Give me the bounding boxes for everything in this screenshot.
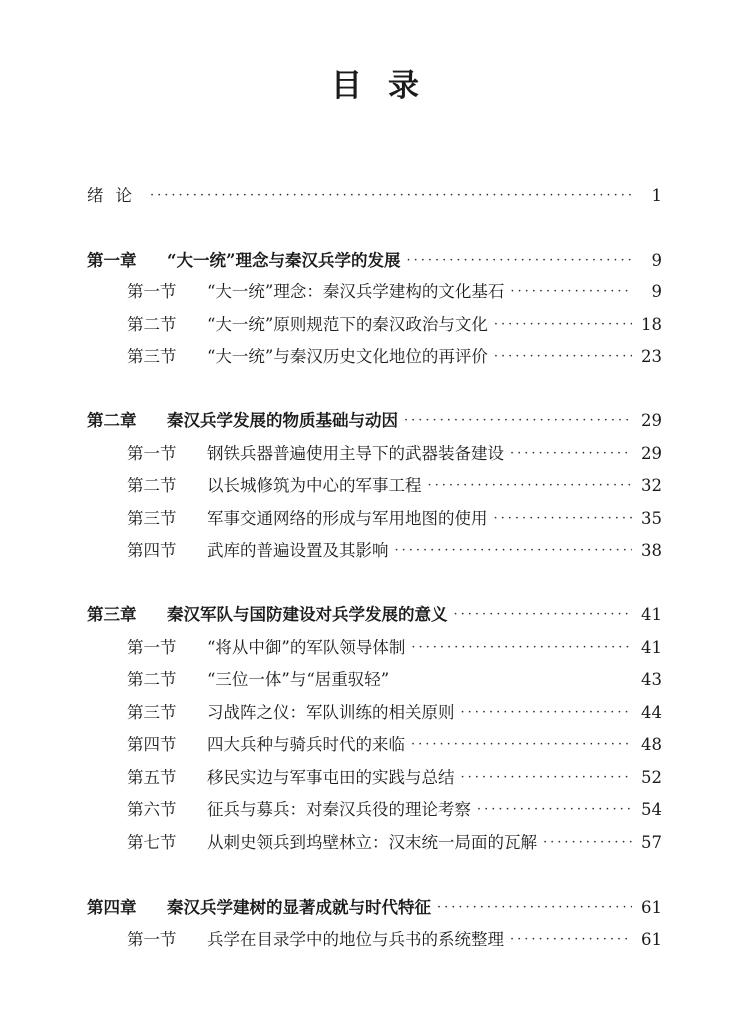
toc-entry-number: 第三节 [127,703,177,722]
toc-page-number: 9 [651,282,662,301]
toc-section-row [0,471,750,501]
toc-entry-title: 征兵与募兵：对秦汉兵役的理论考察 [207,800,471,819]
toc-leader-dots [510,439,632,469]
toc-entry-number: 第三章 [87,605,137,624]
toc-section-row [0,310,750,340]
toc-chapter-row [0,893,750,923]
toc-page-number: 41 [641,605,662,624]
toc-chapter-row [0,600,750,630]
toc-entry-title: 以长城修筑为中心的军事工程 [207,476,422,495]
toc-section-row [0,698,750,728]
toc-chapter-row [0,406,750,436]
toc-entry-title: 秦汉兵学建树的显著成就与时代特征 [167,898,431,917]
toc-entry-title: 移民实边与军事屯田的实践与总结 [207,768,455,787]
toc-entry-number: 第一章 [87,251,137,270]
toc-intro-row [0,181,750,211]
toc-entry-lead [127,925,504,955]
toc-entry-lead [127,439,504,469]
toc-entry-lead [127,536,389,566]
toc-entry-lead [87,181,144,211]
toc-page-number: 44 [641,703,662,722]
toc-entry-title: “大一统”理念：秦汉兵学建构的文化基石 [207,282,505,301]
toc-leader-dots [411,730,632,760]
toc-entry-number: 第四节 [127,735,177,754]
toc-entry-number: 第一节 [127,282,177,301]
toc-section-row [0,633,750,663]
toc-page-number: 18 [641,315,662,334]
toc-entry-title: 钢铁兵器普遍使用主导下的武器装备建设 [207,444,504,463]
toc-leader-dots [510,925,632,955]
toc-section-row [0,439,750,469]
toc-leader-dots [428,471,633,501]
toc-entry-title: “大一统”原则规范下的秦汉政治与文化 [207,315,488,334]
toc-entry-lead [127,730,405,760]
toc-page-number: 52 [641,768,662,787]
toc-page-number: 1 [651,186,662,205]
toc-entry-number: 第二节 [127,670,177,689]
toc-entry-title: 秦汉军队与国防建设对兵学发展的意义 [167,605,448,624]
toc-entry-title: 兵学在目录学中的地位与兵书的系统整理 [207,930,504,949]
toc-entry-title: 秦汉兵学发展的物质基础与动因 [167,411,398,430]
toc-section-row [0,730,750,760]
toc-section-row [0,536,750,566]
toc-entry-title: 从刺史领兵到坞壁林立：汉末统一局面的瓦解 [207,833,537,852]
toc-entry-number: 第四节 [127,541,177,560]
toc-leader-dots [477,795,632,825]
toc-entry-lead [127,763,455,793]
toc-leader-dots [461,763,633,793]
toc-leader-dots [406,246,632,276]
page-title: 目录 [331,68,445,104]
toc-leader-dots [150,181,632,211]
toc-entry-lead [87,406,398,436]
toc-section-row [0,504,750,534]
toc-entry-lead [127,310,488,340]
toc-page-number: 32 [641,476,662,495]
toc-entry-title: “三位一体”与“居重驭轻” [207,670,390,689]
toc-entry-title: 习战阵之仪：军队训练的相关原则 [207,703,455,722]
toc-entry-number: 第七节 [127,833,177,852]
toc-entry-title: “大一统”理念与秦汉兵学的发展 [167,251,401,270]
toc-entry-lead [87,246,400,276]
toc-page-number: 9 [651,251,662,270]
toc-page-number: 57 [641,833,662,852]
toc-leader-dots [494,310,632,340]
toc-entry-lead [87,893,431,923]
toc-entry-number: 第一节 [127,930,177,949]
toc-entry-lead [87,600,448,630]
toc-entry-title: “将从中御”的军队领导体制 [207,638,406,657]
toc-entry-title: 军事交通网络的形成与军用地图的使用 [207,509,488,528]
toc-entry-lead [127,471,422,501]
toc-entry-number: 绪论 [87,186,144,205]
toc-page-number: 43 [641,670,662,689]
toc-leader-dots [411,633,632,663]
toc-entry-title: 武库的普遍设置及其影响 [207,541,389,560]
toc-entry-lead [127,828,537,858]
toc-section-row [0,795,750,825]
toc-entry-lead [127,633,405,663]
toc-entry-number: 第五节 [127,768,177,787]
toc-section-row [0,665,750,695]
toc-entry-number: 第二节 [127,476,177,495]
toc-page-number: 41 [641,638,662,657]
toc-entry-lead [127,665,389,695]
toc-entry-number: 第三节 [127,509,177,528]
toc-leader-dots [437,893,632,923]
toc-entry-title: “大一统”与秦汉历史文化地位的再评价 [207,347,488,366]
toc-entry-number: 第二章 [87,411,137,430]
toc-page-number: 48 [641,735,662,754]
toc-leader-dots [404,406,632,436]
toc-page-number: 29 [641,411,662,430]
toc-leader-dots [461,698,633,728]
toc-page-number: 35 [641,509,662,528]
toc-entry-lead [127,698,455,728]
toc-chapter-row [0,246,750,276]
toc-section-row [0,925,750,955]
toc-page-number: 61 [641,898,662,917]
toc-section-row [0,828,750,858]
toc-entry-lead [127,795,471,825]
toc-leader-dots [395,536,633,566]
toc-entry-number: 第四章 [87,898,137,917]
toc-section-row [0,342,750,372]
toc-section-row [0,277,750,307]
toc-leader-dots [510,277,632,307]
toc-page-number: 29 [641,444,662,463]
toc-leader-dots [494,504,633,534]
toc-page-number: 54 [641,800,662,819]
toc-page-number: 38 [641,541,662,560]
toc-entry-number: 第三节 [127,347,177,366]
toc-entry-lead [127,342,488,372]
toc-page-number: 61 [641,930,662,949]
toc-entry-number: 第一节 [127,444,177,463]
toc-leader-dots [454,600,633,630]
toc-leader-dots [543,828,632,858]
toc-entry-lead [127,504,488,534]
toc-entry-number: 第二节 [127,315,177,334]
toc-entry-lead [127,277,504,307]
toc-section-row [0,763,750,793]
toc-leader-dots [494,342,632,372]
toc-page-number: 23 [641,347,662,366]
toc-entry-number: 第六节 [127,800,177,819]
toc-entry-number: 第一节 [127,638,177,657]
toc-entry-title: 四大兵种与骑兵时代的来临 [207,735,405,754]
